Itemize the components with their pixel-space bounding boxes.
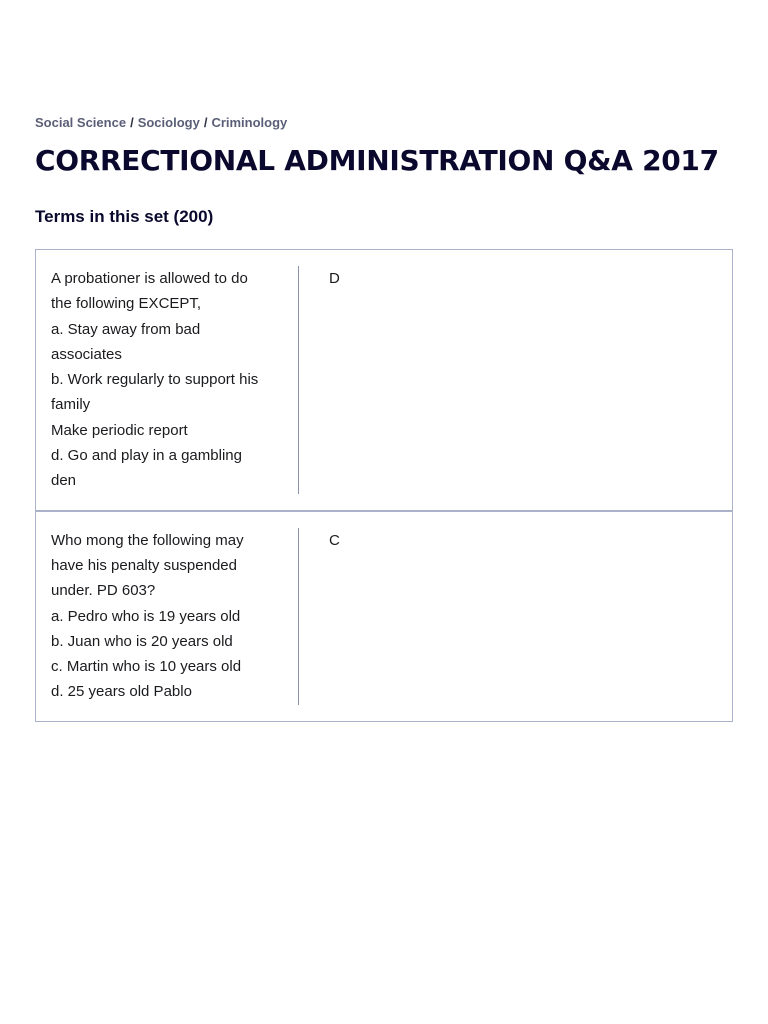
term-line: den xyxy=(51,472,77,490)
term-line: d. Go and play in a gambling xyxy=(51,447,242,465)
term-line: the following EXCEPT, xyxy=(51,295,202,313)
term-line: Who mong the following may xyxy=(51,531,244,549)
breadcrumb-separator: / xyxy=(203,115,208,130)
term-line: b. Juan who is 20 years old xyxy=(51,632,233,650)
term-line: a. Pedro who is 19 years old xyxy=(51,607,241,625)
term-line: under. PD 603? xyxy=(51,582,156,600)
terms-list xyxy=(35,249,733,722)
term-line: a. Stay away from bad xyxy=(51,320,201,338)
page-title: CORRECTIONAL ADMINISTRATION Q&A 2017 xyxy=(35,144,719,177)
term-line: have his penalty suspended xyxy=(51,556,237,574)
breadcrumb-separator: / xyxy=(130,115,134,130)
term-text xyxy=(51,266,299,494)
term-text xyxy=(51,528,299,705)
term-line: associates xyxy=(51,345,122,363)
term-definition: C xyxy=(329,531,340,549)
term-line: b. Work regularly to support his xyxy=(51,371,259,389)
terms-heading: Terms in this set (200) xyxy=(35,207,214,226)
breadcrumb-link-sociology[interactable]: Sociology xyxy=(137,115,200,130)
term-line: c. Martin who is 10 years old xyxy=(51,658,242,676)
term-card xyxy=(36,510,732,721)
breadcrumb xyxy=(35,113,733,133)
breadcrumb-link-criminology[interactable]: Criminology xyxy=(211,115,288,130)
page-content xyxy=(35,113,733,722)
breadcrumb-link-social-science[interactable]: Social Science xyxy=(35,115,127,130)
term-line: family xyxy=(51,396,91,414)
term-card xyxy=(36,250,732,510)
term-line: d. 25 years old Pablo xyxy=(51,683,192,701)
term-line: Make periodic report xyxy=(51,421,188,439)
term-line: A probationer is allowed to do xyxy=(51,270,248,287)
term-definition: D xyxy=(329,270,340,287)
